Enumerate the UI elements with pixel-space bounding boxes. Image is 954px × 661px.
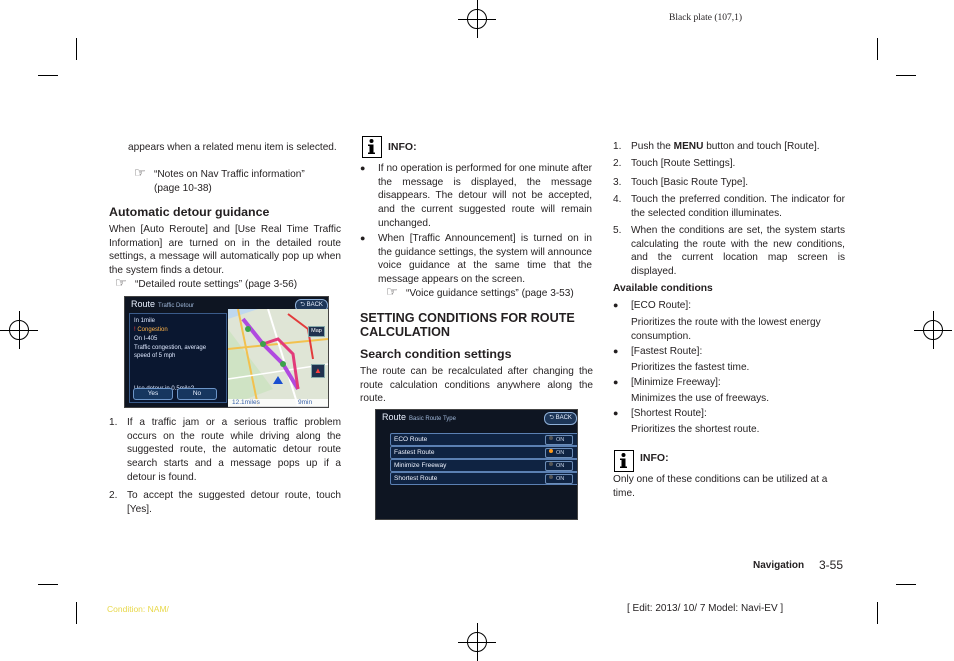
reference-voice-guidance[interactable] bbox=[386, 284, 596, 301]
indicator-dot-icon bbox=[549, 449, 553, 453]
info-icon bbox=[614, 450, 634, 472]
crop-mark bbox=[877, 602, 878, 624]
reference-arrow-icon: ☞ bbox=[134, 165, 146, 180]
crop-mark bbox=[877, 38, 878, 60]
distance-remaining: 12.1miles bbox=[232, 399, 260, 406]
indicator-dot-icon bbox=[549, 475, 553, 479]
route-option-eco[interactable]: ECO Route ON bbox=[390, 433, 578, 446]
page-number: 3-55 bbox=[819, 558, 844, 572]
screen-subtitle: Traffic Detour bbox=[158, 303, 195, 309]
reference-text: “Voice guidance settings” (page 3-53) bbox=[406, 288, 574, 299]
warning-icon: ! bbox=[134, 327, 136, 333]
search-condition-paragraph: The route can be recalculated after changing the route calculation conditions anywhere along the route. bbox=[360, 366, 593, 405]
edit-info: [ Edit: 2013/ 10/ 7 Model: Navi-EV ] bbox=[627, 603, 784, 614]
back-icon: ⮌ bbox=[300, 302, 305, 308]
reference-notes-traffic[interactable] bbox=[134, 165, 344, 182]
info-icon bbox=[362, 136, 382, 158]
no-button[interactable]: No bbox=[177, 388, 217, 400]
indicator-toggle: ON bbox=[545, 435, 573, 445]
menu-key: MENU bbox=[673, 141, 704, 152]
screen-title: Route Traffic Detour bbox=[131, 299, 195, 309]
condition-description: Minimizes the use of freeways. bbox=[631, 393, 770, 404]
screen-subtitle: Basic Route Type bbox=[409, 416, 456, 422]
message-line: ! Congestion bbox=[134, 327, 168, 333]
intro-text: appears when a related menu item is selected. bbox=[128, 142, 337, 153]
indicator-toggle: ON bbox=[545, 448, 573, 458]
crop-mark bbox=[896, 75, 916, 76]
indicator-toggle: ON bbox=[545, 474, 573, 484]
reference-text: “Notes on Nav Traffic information” bbox=[154, 169, 305, 180]
back-button[interactable]: ⮌ BACK bbox=[544, 412, 577, 425]
indicator-toggle: ON bbox=[545, 461, 573, 471]
section-heading-line1: SETTING CONDITIONS FOR ROUTE bbox=[360, 311, 575, 325]
map-button[interactable]: Map bbox=[308, 326, 325, 337]
info-text: Only one of these conditions can be utilized at a time. bbox=[613, 474, 828, 499]
crop-mark bbox=[76, 602, 77, 624]
info-title: INFO: bbox=[388, 141, 417, 153]
section-name: Navigation bbox=[753, 560, 805, 571]
back-icon: ⮌ bbox=[549, 415, 554, 421]
registration-mark-bottom bbox=[458, 623, 496, 661]
route-map bbox=[228, 309, 328, 406]
condition-description: Prioritizes the shortest route. bbox=[631, 424, 760, 435]
map-graphic bbox=[228, 309, 328, 406]
route-summary bbox=[228, 399, 328, 408]
condition-label: Condition: NAM/ bbox=[107, 604, 169, 614]
registration-mark-left bbox=[0, 311, 38, 349]
message-line: In 1mile bbox=[134, 318, 156, 324]
section-heading-detour: Automatic detour guidance bbox=[109, 205, 270, 219]
back-button[interactable]: ⮌ BACK bbox=[295, 299, 328, 312]
detour-paragraph: When [Auto Reroute] and [Use Real Time Traffic Information] are turned on in the detailed route settings, a message will automatically pop up when the system finds a detour. bbox=[109, 224, 341, 277]
registration-mark-top bbox=[458, 0, 496, 38]
crop-mark bbox=[76, 38, 77, 60]
indicator-dot-icon bbox=[549, 462, 553, 466]
section-heading-line2: CALCULATION bbox=[360, 325, 451, 339]
reference-detailed-route[interactable] bbox=[115, 275, 345, 292]
reference-text: “Detailed route settings” (page 3-56) bbox=[135, 279, 298, 290]
crop-mark bbox=[896, 584, 916, 585]
route-option-minimize-freeway[interactable]: Minimize Freeway ON bbox=[390, 459, 578, 472]
crop-mark bbox=[38, 584, 58, 585]
yes-button[interactable]: Yes bbox=[133, 388, 173, 400]
reference-page: (page 10-38) bbox=[154, 183, 212, 194]
time-remaining: 9min bbox=[298, 399, 313, 406]
plate-label: Black plate (107,1) bbox=[669, 13, 743, 23]
basic-route-type-screenshot bbox=[375, 409, 578, 520]
screen-title: Route Basic Route Type bbox=[382, 412, 456, 422]
condition-description: Prioritizes the fastest time. bbox=[631, 362, 750, 373]
route-option-shortest[interactable]: Shortest Route ON bbox=[390, 472, 578, 485]
message-line: Traffic congestion, average bbox=[134, 345, 207, 351]
compass-icon: ▲ bbox=[311, 364, 325, 378]
registration-mark-right bbox=[914, 311, 952, 349]
reference-arrow-icon: ☞ bbox=[386, 284, 398, 299]
traffic-detour-screenshot bbox=[124, 296, 329, 408]
message-line: On I-405 bbox=[134, 336, 158, 342]
available-conditions-heading: Available conditions bbox=[613, 283, 713, 294]
message-line: speed of 5 mph bbox=[134, 353, 176, 359]
indicator-dot-icon bbox=[549, 436, 553, 440]
condition-description: Prioritizes the route with the lowest energy consumption. bbox=[631, 317, 821, 342]
info-title: INFO: bbox=[640, 452, 669, 464]
crop-mark bbox=[38, 75, 58, 76]
route-option-fastest[interactable]: Fastest Route ON bbox=[390, 446, 578, 459]
subheading-search-conditions: Search condition settings bbox=[360, 347, 512, 361]
reference-arrow-icon: ☞ bbox=[115, 275, 127, 290]
